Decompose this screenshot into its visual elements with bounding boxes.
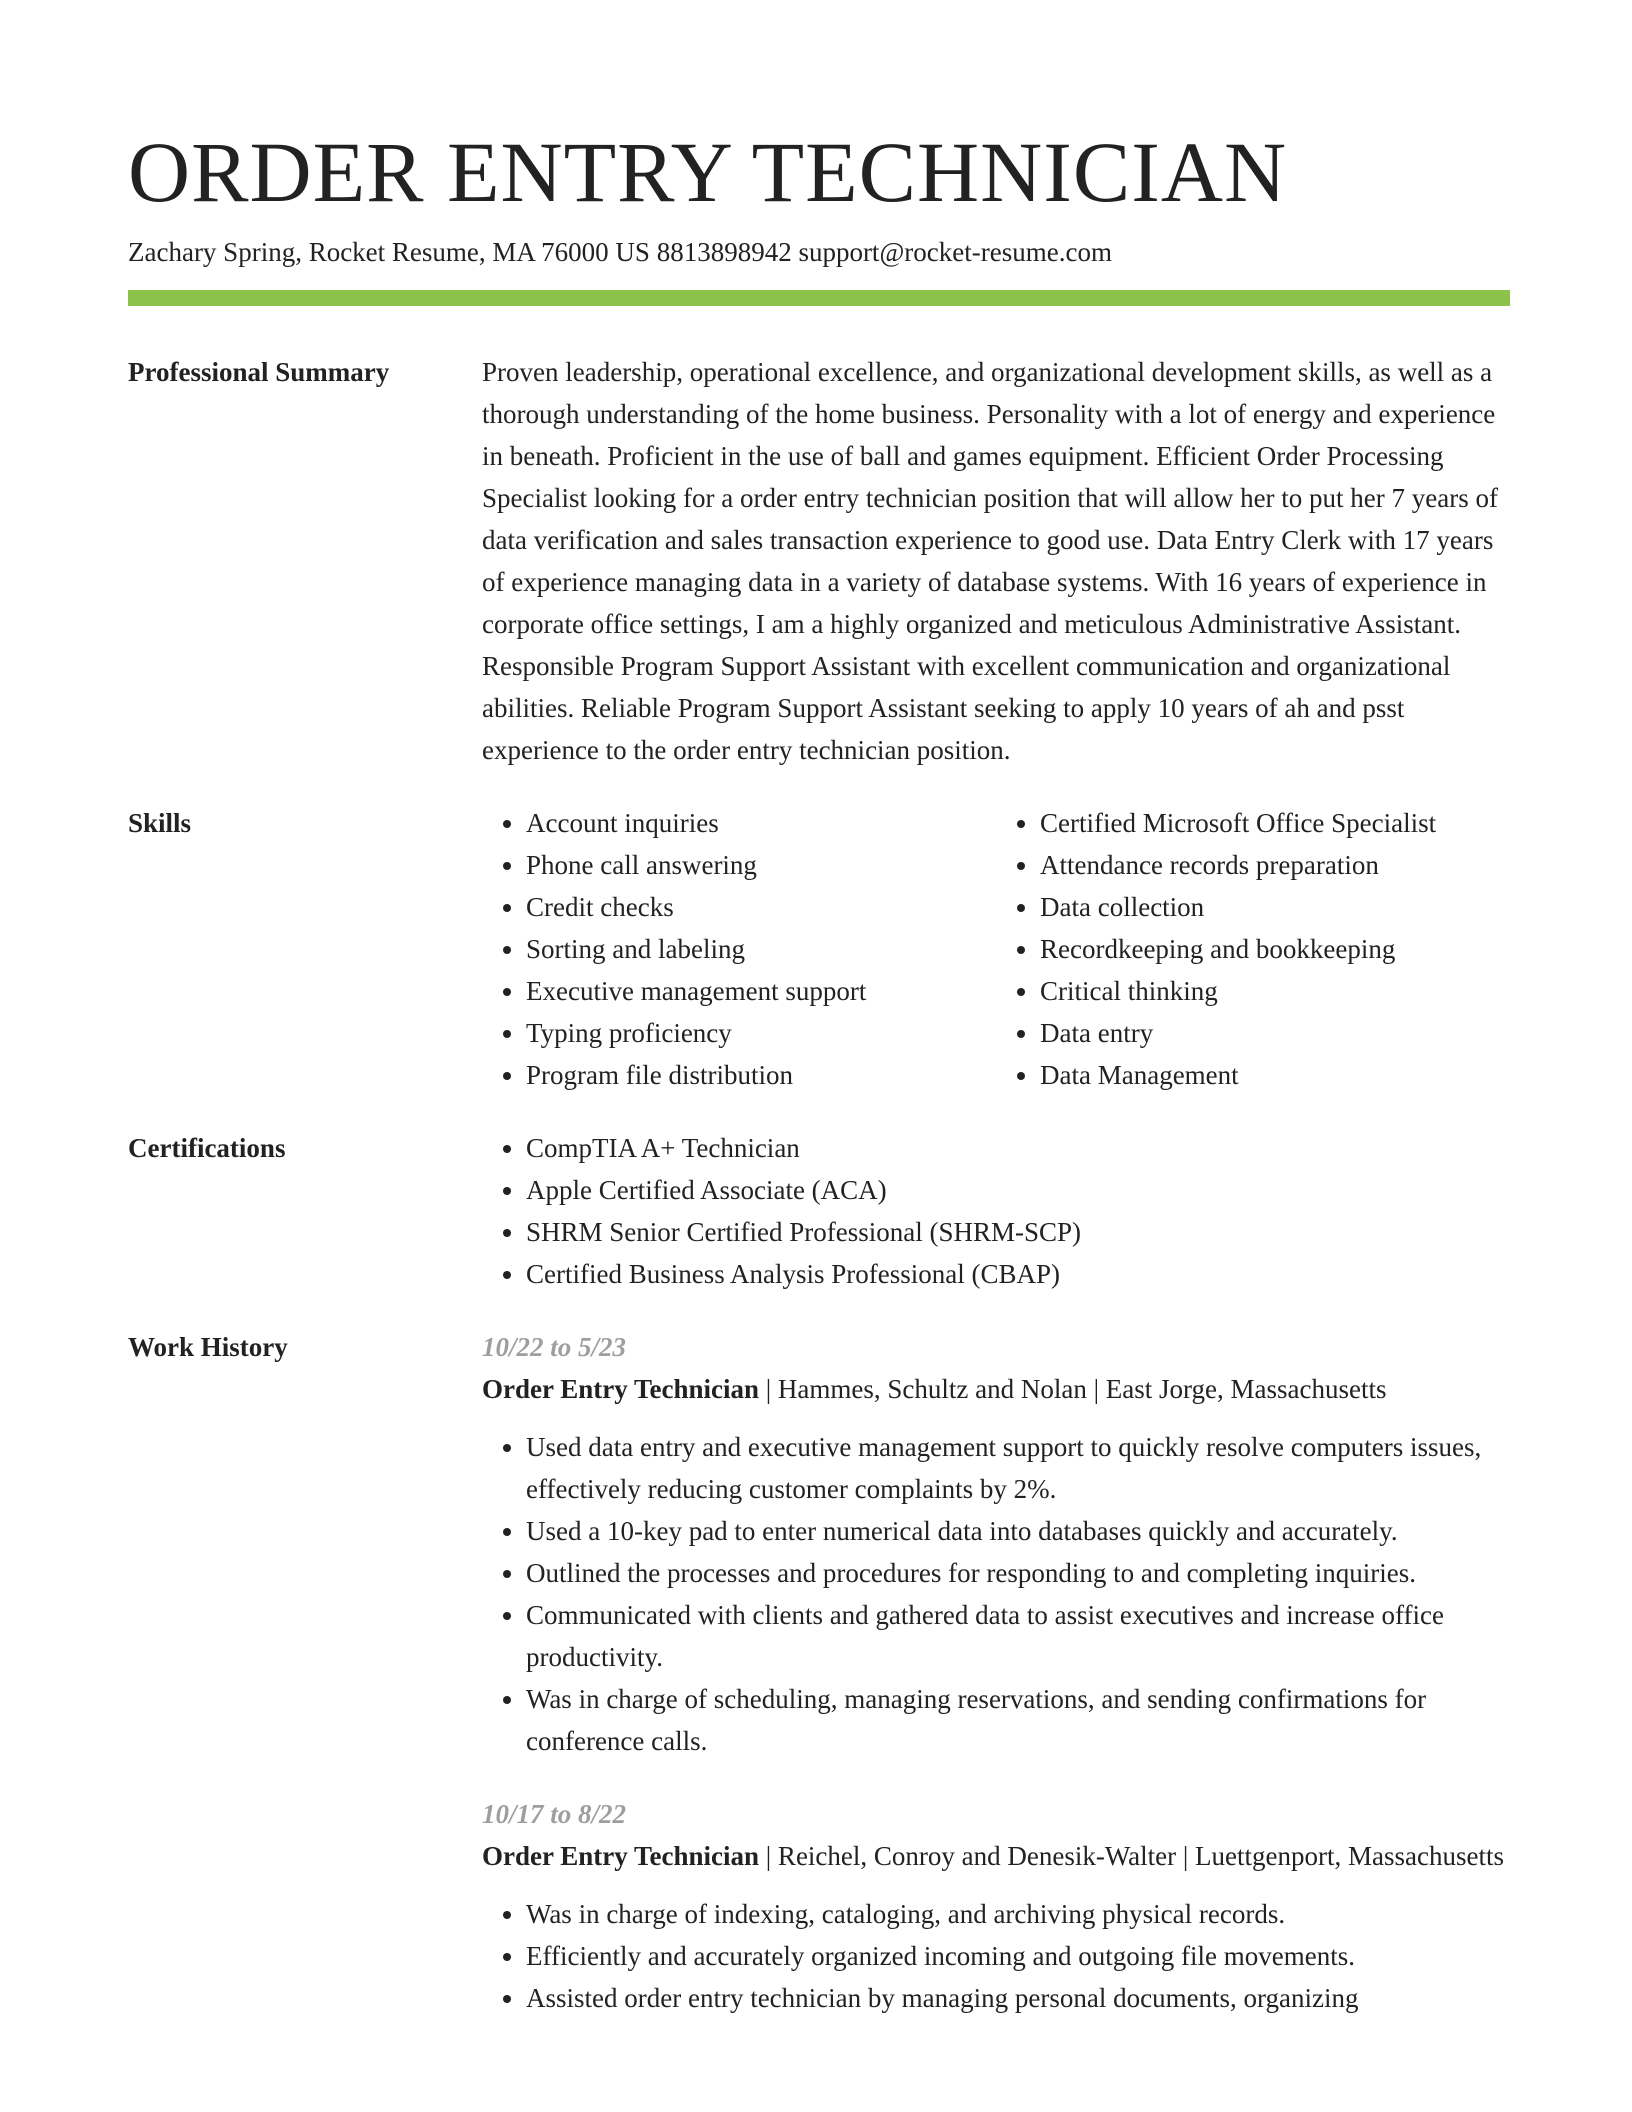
list-item: • Used a 10-key pad to enter numerical data into databases quickly and accurately. [526, 1510, 1510, 1552]
work-history-label: Work History [128, 1332, 288, 1362]
list-item: • Attendance records preparation [1040, 844, 1510, 886]
list-item: • Apple Certified Associate (ACA) [526, 1169, 1510, 1211]
list-item: • Assisted order entry technician by managing personal documents, organizing [526, 1977, 1510, 2019]
list-item: • Sorting and labeling [526, 928, 996, 970]
list-item: • Credit checks [526, 886, 996, 928]
list-item: • Program file distribution [526, 1054, 996, 1096]
list-item: • Account inquiries [526, 802, 996, 844]
job-entry [482, 1326, 1510, 1762]
skills-label: Skills [128, 808, 192, 838]
certifications-list [482, 1127, 1510, 1295]
skills-list-right [996, 802, 1510, 1096]
job-dates: 10/22 to 5/23 [482, 1332, 627, 1362]
list-item: • Recordkeeping and bookkeeping [1040, 928, 1510, 970]
skills-list-left [482, 802, 996, 1096]
header-divider [128, 290, 1510, 306]
summary-text: Proven leadership, operational excellence, and organizational development skills, as well as a thorough understanding of the home business. Personality with a lot of energy and experience in beneath. Proficient in the use of ball and games equipment. Efficient Order Processing Specialist looking for a order entry technician position that will allow her to put her 7 years of data verification and sales transaction experience to good use. Data Entry Clerk with 17 years of experience managing data in a variety of database systems. With 16 years of experience in corporate office settings, I am a highly organized and meticulous Administrative Assistant. Responsible Program Support Assistant with excellent communication and organizational abilities. Reliable Program Support Assistant seeking to apply 10 years of ah and psst experience to the order entry technician position. [482, 357, 1498, 765]
list-item: • Outlined the processes and procedures for responding to and completing inquiries. [526, 1552, 1510, 1594]
job-dates: 10/17 to 8/22 [482, 1799, 627, 1829]
list-item: • Data entry [1040, 1012, 1510, 1054]
summary-section [128, 351, 1510, 771]
list-item: • Certified Business Analysis Professional (CBAP) [526, 1253, 1510, 1295]
job-title: Order Entry Technician [482, 1374, 760, 1404]
job-title: Order Entry Technician [482, 1841, 760, 1871]
job-heading [482, 1368, 1510, 1410]
list-item: • Data Management [1040, 1054, 1510, 1096]
list-item: • Used data entry and executive management support to quickly resolve computers issues, effectively reducing customer complaints by 2%. [526, 1426, 1510, 1510]
certifications-label: Certifications [128, 1133, 286, 1163]
work-history-section [128, 1326, 1510, 2019]
list-item: • CompTIA A+ Technician [526, 1127, 1510, 1169]
list-item: • Typing proficiency [526, 1012, 996, 1054]
list-item: • Critical thinking [1040, 970, 1510, 1012]
list-item: • Phone call answering [526, 844, 996, 886]
job-heading [482, 1835, 1510, 1877]
job-bullet-list [482, 1893, 1510, 2019]
job-details: | Reichel, Conroy and Denesik-Walter | Luettgenport, Massachusetts [759, 1841, 1504, 1871]
contact-line: Zachary Spring, Rocket Resume, MA 76000 US 8813898942 support@rocket-resume.com [128, 237, 1112, 267]
list-item: • Data collection [1040, 886, 1510, 928]
summary-label: Professional Summary [128, 357, 390, 387]
list-item: • Was in charge of scheduling, managing reservations, and sending confirmations for conference calls. [526, 1678, 1510, 1762]
list-item: • Efficiently and accurately organized incoming and outgoing file movements. [526, 1935, 1510, 1977]
resume-page [128, 0, 1510, 2019]
list-item: • Executive management support [526, 970, 996, 1012]
resume-title: ORDER ENTRY TECHNICIAN [128, 124, 1288, 220]
list-item: • Was in charge of indexing, cataloging, and archiving physical records. [526, 1893, 1510, 1935]
skills-section [128, 802, 1510, 1096]
list-item: • SHRM Senior Certified Professional (SHRM-SCP) [526, 1211, 1510, 1253]
certifications-section [128, 1127, 1510, 1295]
job-entry [482, 1793, 1510, 2019]
list-item: • Certified Microsoft Office Specialist [1040, 802, 1510, 844]
job-bullet-list [482, 1426, 1510, 1762]
list-item: • Communicated with clients and gathered data to assist executives and increase office productivity. [526, 1594, 1510, 1678]
job-details: | Hammes, Schultz and Nolan | East Jorge, Massachusetts [759, 1374, 1387, 1404]
